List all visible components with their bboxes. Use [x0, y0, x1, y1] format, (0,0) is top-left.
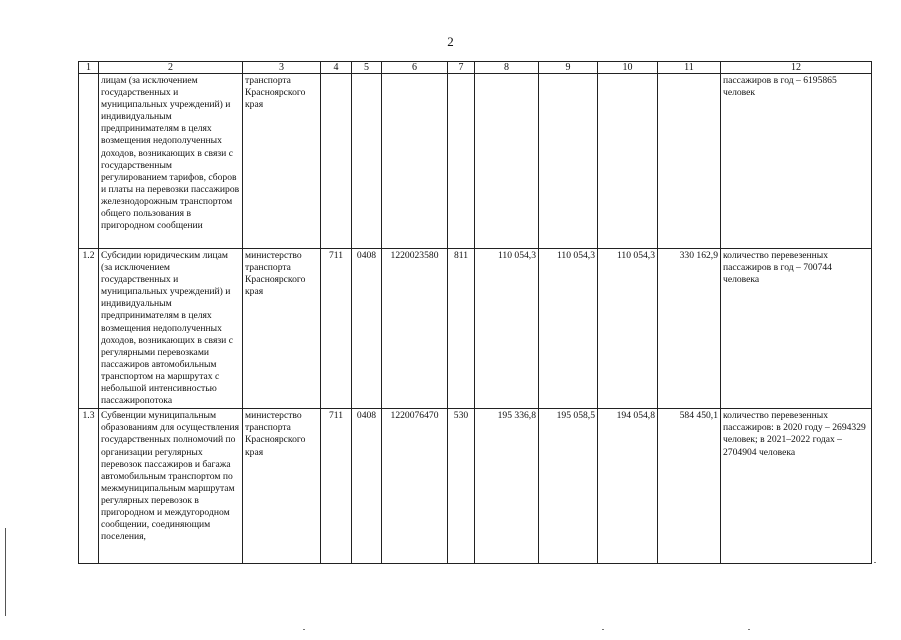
section-code	[352, 74, 382, 249]
scan-speck	[874, 562, 876, 563]
column-header: 8	[475, 62, 539, 74]
column-header: 7	[448, 62, 475, 74]
section-code: 0408	[352, 409, 382, 564]
scan-speck	[303, 629, 305, 630]
total-cell	[658, 74, 721, 249]
column-header: 11	[658, 62, 721, 74]
column-header: 5	[352, 62, 382, 74]
total-cell: 330 162,9	[658, 249, 721, 409]
column-header: 9	[539, 62, 598, 74]
amount-cell: 195 336,8	[475, 409, 539, 564]
amount-cell: 194 054,8	[598, 409, 658, 564]
measure-name: Субвенции муниципальным образованиям для осуществления государственных полномочий по организации регулярных перевозок пассажиров и багажа автомобильным транспортом по межмуниципальным маршрутам регулярных перевозок в пригородном и междугородном сообщении, соединяющим поселения,	[99, 409, 243, 564]
section-code: 0408	[352, 249, 382, 409]
row-number: 1.2	[79, 249, 99, 409]
column-header: 3	[243, 62, 321, 74]
budget-table	[78, 61, 872, 564]
expected-result: количество перевезенных пассажиров в год – 700744 человека	[721, 249, 872, 409]
table-row	[79, 74, 872, 249]
expected-result: количество перевезенных пассажиров: в 2020 году – 2694329 человек; в 2021–2022 годах – 2704904 человека	[721, 409, 872, 564]
amount-cell	[539, 74, 598, 249]
expense-type-code	[448, 74, 475, 249]
target-item-code: 1220023580	[382, 249, 448, 409]
grbs-code: 711	[321, 249, 352, 409]
column-header: 10	[598, 62, 658, 74]
amount-cell: 110 054,3	[598, 249, 658, 409]
table-header-row	[79, 62, 872, 74]
expected-result: пассажиров в год – 6195865 человек	[721, 74, 872, 249]
executor: министерство транспорта Красноярского края	[243, 249, 321, 409]
column-header: 6	[382, 62, 448, 74]
row-number: 1.3	[79, 409, 99, 564]
executor: транспорта Красноярского края	[243, 74, 321, 249]
grbs-code	[321, 74, 352, 249]
measure-name: Субсидии юридическим лицам (за исключением государственных и муниципальных учреждений) и индивидуальным предпринимателям в целях возмещения недополученных доходов, возникающих в связи с регулярными перевозками пассажиров автомобильным транспортом на маршрутах с небольшой интенсивностью пассажиропотока	[99, 249, 243, 409]
target-item-code	[382, 74, 448, 249]
executor: министерство транспорта Красноярского края	[243, 409, 321, 564]
target-item-code: 1220076470	[382, 409, 448, 564]
row-number	[79, 74, 99, 249]
table-row	[79, 409, 872, 564]
scan-edge-mark	[5, 528, 6, 616]
column-header: 12	[721, 62, 872, 74]
amount-cell	[475, 74, 539, 249]
amount-cell: 110 054,3	[539, 249, 598, 409]
scan-speck	[602, 629, 604, 630]
amount-cell: 110 054,3	[475, 249, 539, 409]
expense-type-code: 530	[448, 409, 475, 564]
column-header: 4	[321, 62, 352, 74]
table-row	[79, 249, 872, 409]
amount-cell: 195 058,5	[539, 409, 598, 564]
column-header: 2	[99, 62, 243, 74]
grbs-code: 711	[321, 409, 352, 564]
scan-speck	[748, 629, 750, 630]
total-cell: 584 450,1	[658, 409, 721, 564]
measure-name: лицам (за исключением государственных и муниципальных учреждений) и индивидуальным предпринимателям в целях возмещения недополученных доходов, возникающих в связи с государственным регулированием тарифов, сборов и платы на перевозки пассажиров железнодорожным транспортом общего пользования в пригородном сообщении	[99, 74, 243, 249]
expense-type-code: 811	[448, 249, 475, 409]
page-number: 2	[447, 34, 454, 49]
column-header: 1	[79, 62, 99, 74]
amount-cell	[598, 74, 658, 249]
